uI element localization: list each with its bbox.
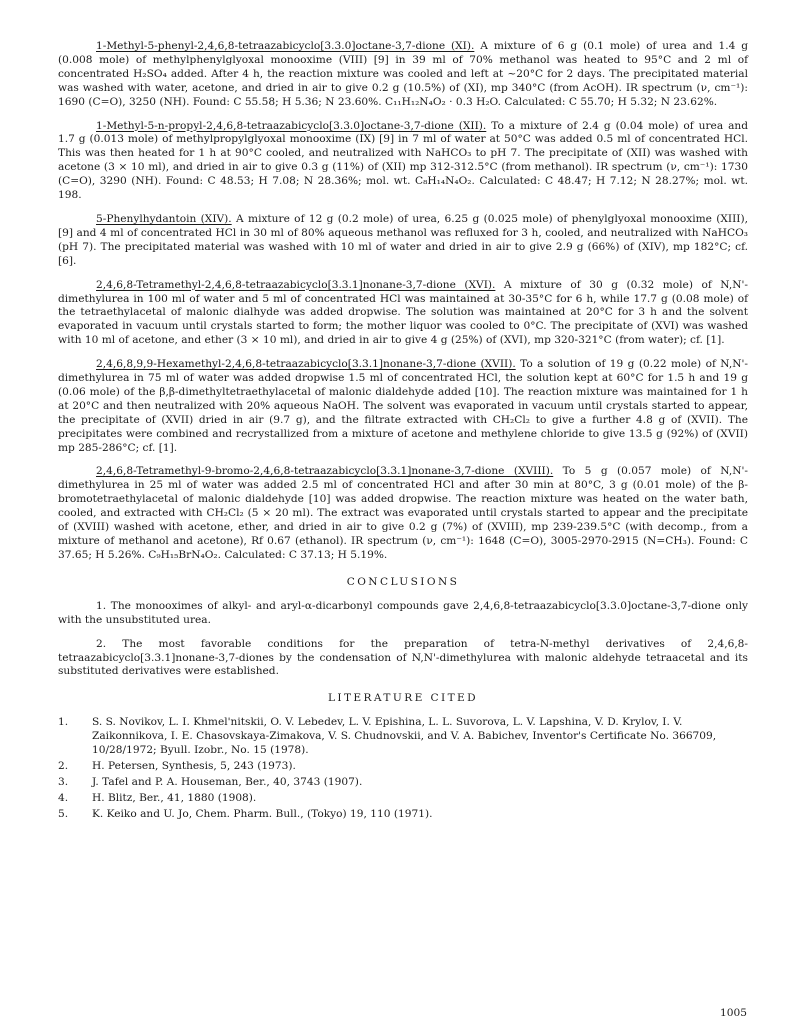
compound-title: 1-Methyl-5-phenyl-2,4,6,8-tetraazabicyclo[3.3.0]octane-3,7-dione (XI). <box>96 40 475 52</box>
reference-text: S. S. Novikov, L. I. Khmel'nitskii, O. V. Lebedev, L. V. Epishina, L. L. Suvorova, L. V. Lapshina, V. D. Krylov, I. V. Zaikonnikova, I. E. Chasovskaya-Zimakova, V. S. Chudnovskii, and V. A. Babichev, Inventor's Certificate No. 366709, 10/28/1972; Byull. Izobr., No. 15 (1978). <box>92 716 717 757</box>
reference-text: H. Petersen, Synthesis, 5, 243 (1973). <box>92 760 296 773</box>
procedure-text: A mixture of 12 g (0.2 mole) of urea, 6.25 g (0.025 mole) of phenylglyoxal monooxime (XIII), [9] and 4 ml of concentrated HCl in 30 ml of 80% aqueous methanol was refluxed for 3 h, cooled, and neutralized with NaHCO₃ (pH 7). The precipitated material was washed with 10 ml of water and dried in air to give 2.9 g (66%) of (XIV), mp 182°C; cf. [6]. <box>58 212 748 267</box>
procedure-text: To a solution of 19 g (0.22 mole) of N,N'-dimethylurea in 75 ml of water was added dropwise 1.5 ml of concentrated HCl, the solution kept at 60°C for 1.5 h and 19 g (0.06 mole) of the β,β-dimethyltetraethylacetal of malonic dialdehyde added [10]. The reaction mixture was maintained for 1 h at 20°C and then neutralized with 20% aqueous NaOH. The solvent was evaporated in vacuum until crystals started to appear, the precipitate of (XVII) dried in air (9.7 g), and the filtrate extracted with CH₂Cl₂ to give a further 4.8 g of (XVII). The precipitates were combined and recrystallized from a mixture of acetone and methylene chloride to give 13.5 g (92%) of (XVII) mp 285-286°C; cf. [1]. <box>58 358 748 454</box>
reference-item <box>58 760 748 774</box>
procedure-paragraph <box>58 358 748 455</box>
literature-heading: LITERATURE CITED <box>327 692 479 705</box>
reference-item <box>58 792 748 806</box>
reference-item <box>58 808 748 822</box>
document-page <box>58 40 748 824</box>
conclusions-heading: CONCLUSIONS <box>346 575 460 588</box>
procedure-text: A mixture of 30 g (0.32 mole) of N,N'-dimethylurea in 100 ml of water and 5 ml of concentrated HCl was maintained at 30-35°C for 6 h, while 17.7 g (0.08 mole) of the tetraethylacetal of malonic dialhyde was added dropwise. The solution was maintained at 20°C for 3 h and the solvent evaporated in vacuum until crystals started to form; the mother liquor was cooled to 0°C. The precipitate of (XVI) was washed with 10 ml of acetone, and ether (3 × 10 ml), and dried in air to give 4 g (25%) of (XVI), mp 320-321°C (from water); cf. [1]. <box>58 278 748 347</box>
reference-number: 3. <box>58 775 69 788</box>
procedure-paragraph <box>58 40 748 110</box>
reference-number: 1. <box>58 716 69 729</box>
references-list <box>58 716 748 821</box>
compound-title: 2,4,6,8,9,9-Hexamethyl-2,4,6,8-tetraazabicyclo[3.3.1]nonane-3,7-dione (XVII). <box>96 358 516 371</box>
compound-title: 2,4,6,8-Tetramethyl-9-bromo-2,4,6,8-tetraazabicyclo[3.3.1]nonane-3,7-dione (XVIII). <box>96 465 554 478</box>
procedure-text: A mixture of 6 g (0.1 mole) of urea and 1.4 g (0.008 mole) of methylphenylglyoxal monooxime (VIII) [9] in 39 ml of 70% methanol was heated to 95°C and 2 ml of concentrated H₂SO₄ added. After 4 h, the reaction mixture was cooled and left at ~20°C for 2 days. The precipitated material was washed with water, acetone, and dried in air to give 0.2 g (10.5%) of (XI), mp 340°C (from AcOH). IR spectrum (ν, cm⁻¹): 1690 (C=O), 3250 (NH). Found: C 55.58; H 5.36; N 23.60%. C₁₁H₁₂N₄O₂ · 0.3 H₂O. Calculated: C 55.70; H 5.32; N 23.62%. <box>58 40 748 108</box>
experimental-section <box>58 40 748 563</box>
compound-title: 2,4,6,8-Tetramethyl-2,4,6,8-tetraazabicyclo[3.3.1]nonane-3,7-dione (XVI). <box>96 278 496 291</box>
conclusions-section <box>58 600 748 680</box>
procedure-text: To a mixture of 2.4 g (0.04 mole) of urea and 1.7 g (0.013 mole) of methylpropylglyoxal monooxime (IX) [9] in 7 ml of water at 50°C was added 0.5 ml of concentrated HCl. This was then heated for 1 h at 90°C cooled, and neutralized with NaHCO₃ to pH 7. The precipitate of (XII) was washed with acetone (3 × 10 ml), and dried in air to give 0.3 g (11%) of (XII) mp 312-312.5°C (from methanol). IR spectrum (ν, cm⁻¹): 1730 (C=O), 3290 (NH). Found: C 48.53; H 7.08; N 28.36%; mol. wt. C₈H₁₄N₄O₂. Calculated: C 48.47; H 7.12; N 28.27%; mol. wt. 198. <box>58 119 748 202</box>
reference-number: 5. <box>58 807 69 820</box>
procedure-paragraph <box>58 465 748 562</box>
procedure-text: To 5 g (0.057 mole) of N,N'-dimethylurea in 25 ml of water was added 2.5 ml of concentrated HCl and after 30 min at 80°C, 3 g (0.01 mole) of the β-bromotetraethylacetal of malonic dialdehyde [10] was added dropwise. The reaction mixture was heated on the water bath, cooled, and extracted with CH₂Cl₂ (5 × 20 ml). The extract was evaporated until crystals started to appear and the precipitate of (XVIII) washed with acetone, ether, and dried in air to give 0.2 g (7%) of (XVIII), mp 239-239.5°C (with decomp., from a mixture of methanol and acetone), Rf 0.67 (ethanol). IR spectrum (ν, cm⁻¹): 1648 (C=O), 3005-2970-2915 (N=CH₃). Found: C 37.65; H 5.26%. C₉H₁₅BrN₄O₂. Calculated: C 37.13; H 5.19%. <box>58 465 748 561</box>
reference-number: 4. <box>58 791 69 804</box>
procedure-paragraph <box>58 120 748 203</box>
procedure-paragraph <box>58 279 748 349</box>
conclusion-item: 2. The most favorable conditions for the preparation of tetra-N-methyl derivatives of 2,4,6,8-tetraazabicyclo[3.3.1]nonane-3,7-diones by the condensation of N,N'-dimethylurea with malonic aldehyde tetraacetal and its substituted derivatives were established. <box>58 637 748 678</box>
reference-text: H. Blitz, Ber., 41, 1880 (1908). <box>92 791 257 804</box>
page-number: 1005 <box>720 1007 747 1019</box>
procedure-paragraph <box>58 213 748 269</box>
reference-item <box>58 716 748 758</box>
reference-text: J. Tafel and P. A. Houseman, Ber., 40, 3743 (1907). <box>92 775 363 788</box>
reference-number: 2. <box>58 760 69 773</box>
reference-item <box>58 776 748 790</box>
conclusion-item: 1. The monooximes of alkyl- and aryl-α-dicarbonyl compounds gave 2,4,6,8-tetraazabicyclo[3.3.0]octane-3,7-dione only with the unsubstituted urea. <box>58 599 748 626</box>
reference-text: K. Keiko and U. Jo, Chem. Pharm. Bull., (Tokyo) 19, 110 (1971). <box>92 807 433 820</box>
compound-title: 5-Phenylhydantoin (XIV). <box>96 212 232 225</box>
compound-title: 1-Methyl-5-n-propyl-2,4,6,8-tetraazabicyclo[3.3.0]octane-3,7-dione (XII). <box>96 119 487 132</box>
